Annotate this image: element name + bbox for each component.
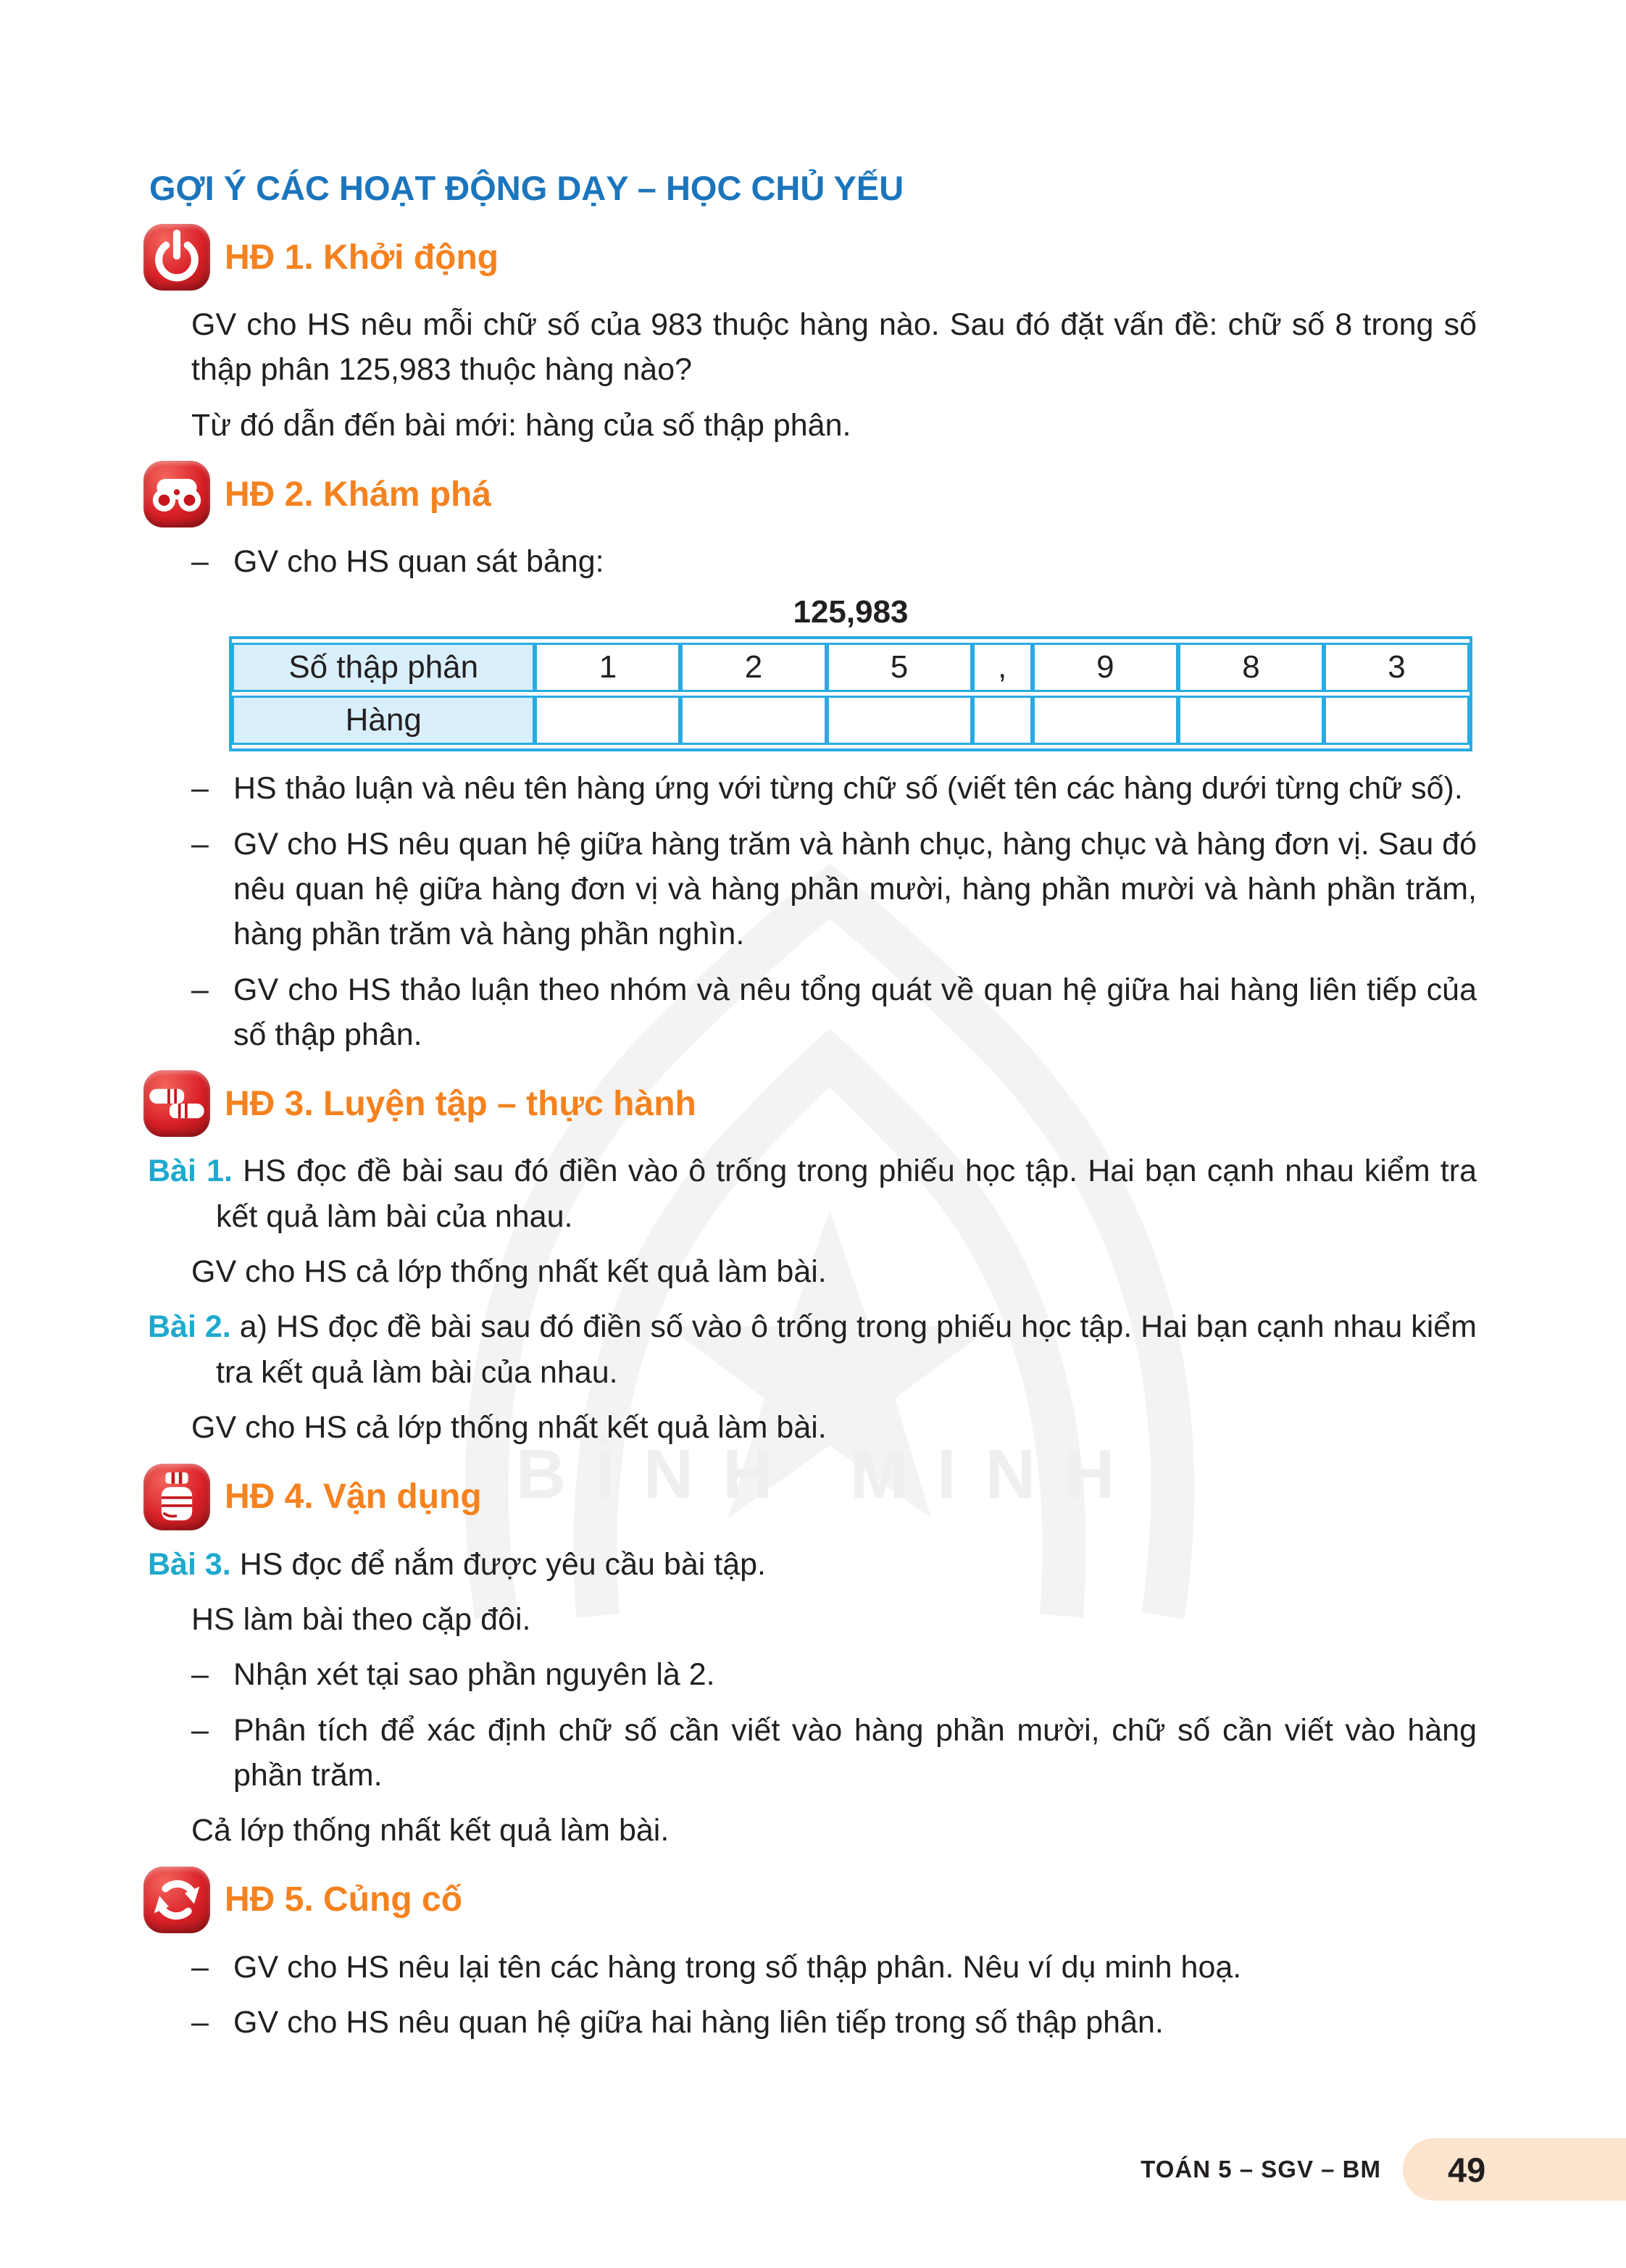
page-title: GỢI Ý CÁC HOẠT ĐỘNG DẠY – HỌC CHỦ YẾU	[149, 169, 904, 207]
exercise-label: Bài 1.	[148, 1154, 233, 1189]
bullet-text: HS thảo luận và nêu tên hàng ứng với từng chữ số (viết tên các hàng dưới từng chữ số).	[233, 771, 1463, 806]
table-caption: 125,983	[793, 594, 909, 630]
activity-title-hd3: HĐ 3. Luyện tập – thực hành	[225, 1084, 696, 1123]
exercise-label: Bài 3.	[148, 1546, 231, 1582]
empty-cell	[1033, 696, 1178, 745]
place-value-table	[229, 636, 1472, 751]
empty-cell	[1178, 696, 1324, 745]
page-footer	[1141, 2138, 1626, 2201]
bullet-item	[191, 539, 1477, 584]
row-header: Hàng	[232, 696, 535, 745]
page-number-badge	[1403, 2138, 1626, 2201]
digit-cell: 3	[1324, 643, 1469, 692]
bullet-text: GV cho HS nêu lại tên các hàng trong số thập phân. Nêu ví dụ minh hoạ.	[233, 1949, 1242, 1985]
fist-icon	[143, 1464, 210, 1530]
activity-heading-hd1	[143, 224, 1477, 291]
bullet-text: Phân tích để xác định chữ số cần viết vào hàng phần mười, chữ số cần viết vào hàng phần trăm.	[233, 1712, 1477, 1793]
empty-cell	[1324, 696, 1469, 745]
exercise-text: HS đọc để nắm được yêu cầu bài tập.	[239, 1546, 766, 1582]
book-label: TOÁN 5 – SGV – BM	[1141, 2156, 1381, 2182]
dash-marker: –	[191, 771, 209, 806]
bullet-item	[191, 2000, 1477, 2045]
exercise-paragraph	[148, 1148, 1477, 1239]
bullet-item	[191, 1708, 1477, 1798]
watermark-text: BÌNH MINH	[515, 1435, 1144, 1513]
paragraph: Từ đó dẫn đến bài mới: hàng của số thập phân.	[191, 407, 851, 443]
bullet-item	[191, 1945, 1477, 1990]
table-row-digits	[232, 643, 1469, 692]
digit-cell: 8	[1178, 643, 1324, 692]
bullet-text: GV cho HS nêu quan hệ giữa hàng trăm và hành chục, hàng chục và hàng đơn vị. Sau đó nêu quan hệ giữa hàng đơn vị và hàng phần mười, hàng phần mười và hành phần trăm, hàng phần trăm và hàng phần nghìn.	[233, 826, 1477, 952]
exercise-text: HS đọc đề bài sau đó điền vào ô trống trong phiếu học tập. Hai bạn cạnh nhau kiểm tra kết quả làm bài của nhau.	[216, 1154, 1477, 1234]
digit-cell: 2	[680, 643, 826, 692]
dash-marker: –	[191, 972, 209, 1007]
empty-cell	[827, 696, 972, 745]
bullet-item	[191, 766, 1477, 811]
page-number: 49	[1448, 2150, 1486, 2189]
hands-icon	[143, 1070, 210, 1137]
activity-title-hd2: HĐ 2. Khám phá	[225, 475, 492, 514]
bullet-item	[191, 822, 1477, 957]
row-header: Số thập phân	[232, 643, 535, 692]
exercise-paragraph	[148, 1542, 1477, 1587]
dash-marker: –	[191, 2004, 209, 2040]
refresh-icon	[143, 1867, 210, 1933]
paragraph: Cả lớp thống nhất kết quả làm bài.	[191, 1813, 670, 1848]
exercise-text: a) HS đọc đề bài sau đó điền số vào ô trống trong phiếu học tập. Hai bạn cạnh nhau kiểm tra kết quả làm bài của nhau.	[216, 1309, 1477, 1390]
exercise-label: Bài 2.	[148, 1309, 231, 1345]
power-icon	[143, 224, 210, 291]
activity-heading-hd4	[143, 1464, 1477, 1530]
activity-heading-hd2	[143, 461, 1477, 528]
dash-marker: –	[191, 544, 209, 580]
digit-cell: 1	[535, 643, 680, 692]
comma-cell: ,	[972, 643, 1033, 692]
bullet-text: GV cho HS thảo luận theo nhóm và nêu tổng quát về quan hệ giữa hai hàng liên tiếp của số thập phân.	[233, 972, 1477, 1053]
activity-heading-hd5	[143, 1867, 1477, 1933]
table-row-places	[232, 696, 1469, 745]
activity-title-hd5: HĐ 5. Củng cố	[225, 1880, 463, 1919]
bullet-text: Nhận xét tại sao phần nguyên là 2.	[233, 1657, 715, 1693]
activity-title-hd4: HĐ 4. Vận dụng	[225, 1477, 482, 1516]
dash-marker: –	[191, 1657, 209, 1693]
activity-heading-hd3	[143, 1070, 1477, 1137]
dash-marker: –	[191, 1949, 209, 1985]
digit-cell: 9	[1033, 643, 1178, 692]
place-value-table-block	[229, 594, 1472, 751]
exercise-paragraph	[148, 1304, 1477, 1395]
paragraph: GV cho HS cả lớp thống nhất kết quả làm bài.	[191, 1254, 827, 1290]
bullet-text: GV cho HS nêu quan hệ giữa hai hàng liên tiếp trong số thập phân.	[233, 2004, 1164, 2040]
empty-cell	[972, 696, 1033, 745]
dash-marker: –	[191, 1712, 209, 1748]
paragraph: GV cho HS cả lớp thống nhất kết quả làm bài.	[191, 1410, 827, 1446]
activity-title-hd1: HĐ 1. Khởi động	[225, 238, 499, 277]
empty-cell	[535, 696, 680, 745]
dash-marker: –	[191, 826, 209, 862]
bullet-item	[191, 1652, 1477, 1697]
bullet-text: GV cho HS quan sát bảng:	[233, 544, 604, 580]
digit-cell: 5	[827, 643, 972, 692]
bullet-item	[191, 967, 1477, 1058]
binoculars-icon	[143, 461, 210, 528]
paragraph: HS làm bài theo cặp đôi.	[191, 1601, 531, 1637]
empty-cell	[680, 696, 826, 745]
paragraph: GV cho HS nêu mỗi chữ số của 983 thuộc hàng nào. Sau đó đặt vấn đề: chữ số 8 trong số thập phân 125,983 thuộc hàng nào?	[191, 307, 1477, 388]
